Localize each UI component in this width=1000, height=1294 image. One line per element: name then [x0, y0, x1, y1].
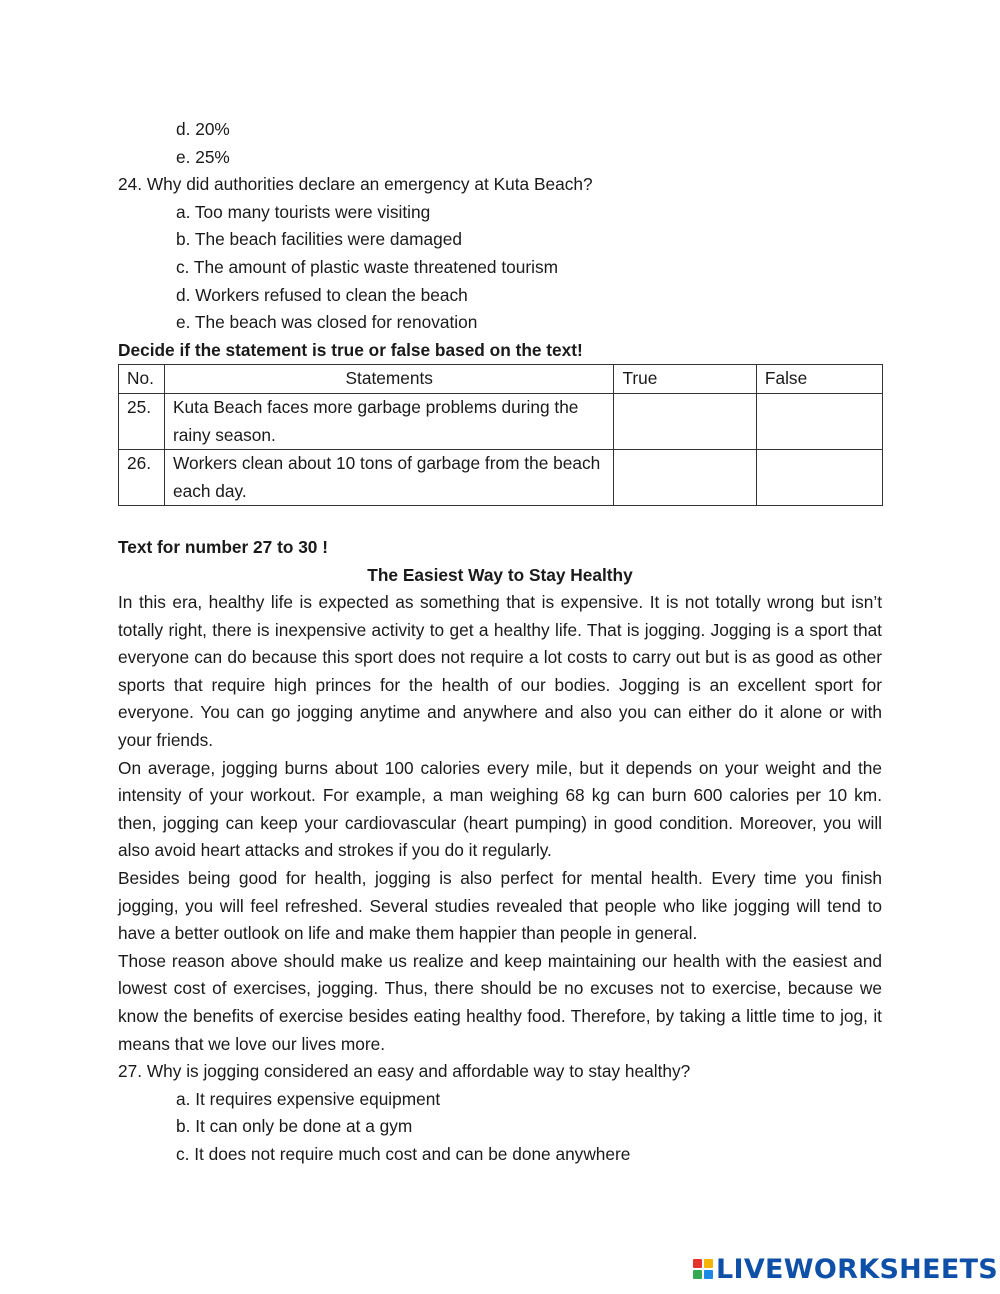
- answer-option[interactable]: d. Workers refused to clean the beach: [176, 284, 468, 305]
- answer-option[interactable]: e. 25%: [176, 146, 230, 167]
- false-answer-cell[interactable]: [756, 450, 882, 506]
- reading-paragraph: On average, jogging burns about 100 calories every mile, but it depends on your weight and the intensity of your workout. For example, a man weighing 68 kg can burn 600 calories per 10 km. then, jogging can keep your cardiovascular (heart pumping) in good condition. Moreover, you will also avoid heart attacks and strokes if you do it regularly.: [118, 757, 882, 861]
- true-false-table: [118, 364, 883, 506]
- header-statements: Statements: [165, 365, 614, 394]
- table-row: [119, 450, 883, 506]
- row-statement: Workers clean about 10 tons of garbage from the beach each day.: [165, 450, 614, 506]
- reading-paragraph: Besides being good for health, jogging is also perfect for mental health. Every time you finish jogging, you will feel refreshed. Several studies revealed that people who like jogging will tend to have a better outlook on life and make them happier than people in general.: [118, 868, 882, 944]
- liveworksheets-logo: [693, 1253, 998, 1285]
- header-no: No.: [119, 365, 165, 394]
- row-number: 25.: [119, 393, 165, 449]
- true-answer-cell[interactable]: [614, 393, 756, 449]
- answer-option[interactable]: a. Too many tourists were visiting: [176, 201, 431, 222]
- answer-option[interactable]: c. It does not require much cost and can be done anywhere: [176, 1143, 631, 1164]
- answer-option[interactable]: d. 20%: [176, 119, 230, 139]
- true-answer-cell[interactable]: [614, 450, 756, 506]
- table-header-row: [119, 365, 883, 394]
- reading-paragraph: In this era, healthy life is expected as something that is expensive. It is not totally wrong but isn’t totally right, there is inexpensive activity to get a healthy life. That is jogging. Jogging is a sport that everyone can do because this sport does not require a lot costs to carry out but is as good as other sports that require high princes for the health of our bodies. Jogging is an excellent sport for everyone. You can go jogging anytime and anywhere and also you can either do it alone or with your friends.: [118, 592, 882, 751]
- false-answer-cell[interactable]: [756, 393, 882, 449]
- row-statement: Kuta Beach faces more garbage problems during the rainy season.: [165, 393, 614, 449]
- table-row: [119, 393, 883, 449]
- worksheet-page: [118, 116, 882, 1169]
- answer-option[interactable]: b. The beach facilities were damaged: [176, 229, 462, 250]
- reading-title: The Easiest Way to Stay Healthy: [367, 564, 633, 585]
- answer-option[interactable]: e. The beach was closed for renovation: [176, 312, 478, 333]
- logo-text: LIVEWORKSHEETS: [716, 1253, 999, 1285]
- reading-paragraph: Those reason above should make us realize and keep maintaining our health with the easiest and lowest cost of exercises, jogging. Thus, there should be no excuses not to exercise, because we know the benefits of exercise besides eating healthy food. Therefore, by taking a little time to jog, it means that we love our lives more.: [118, 950, 882, 1054]
- header-true: True: [614, 365, 756, 394]
- reading-intro: Text for number 27 to 30 !: [118, 536, 328, 557]
- logo-grid-icon: [693, 1259, 713, 1279]
- answer-option[interactable]: a. It requires expensive equipment: [176, 1088, 441, 1109]
- question-24: 24. Why did authorities declare an emergency at Kuta Beach?: [118, 174, 593, 195]
- header-false: False: [756, 365, 882, 394]
- answer-option[interactable]: c. The amount of plastic waste threatened tourism: [176, 256, 558, 277]
- true-false-instruction: Decide if the statement is true or false based on the text!: [118, 339, 583, 360]
- row-number: 26.: [119, 450, 165, 506]
- answer-option[interactable]: b. It can only be done at a gym: [176, 1116, 413, 1137]
- question-27: 27. Why is jogging considered an easy and affordable way to stay healthy?: [118, 1061, 691, 1082]
